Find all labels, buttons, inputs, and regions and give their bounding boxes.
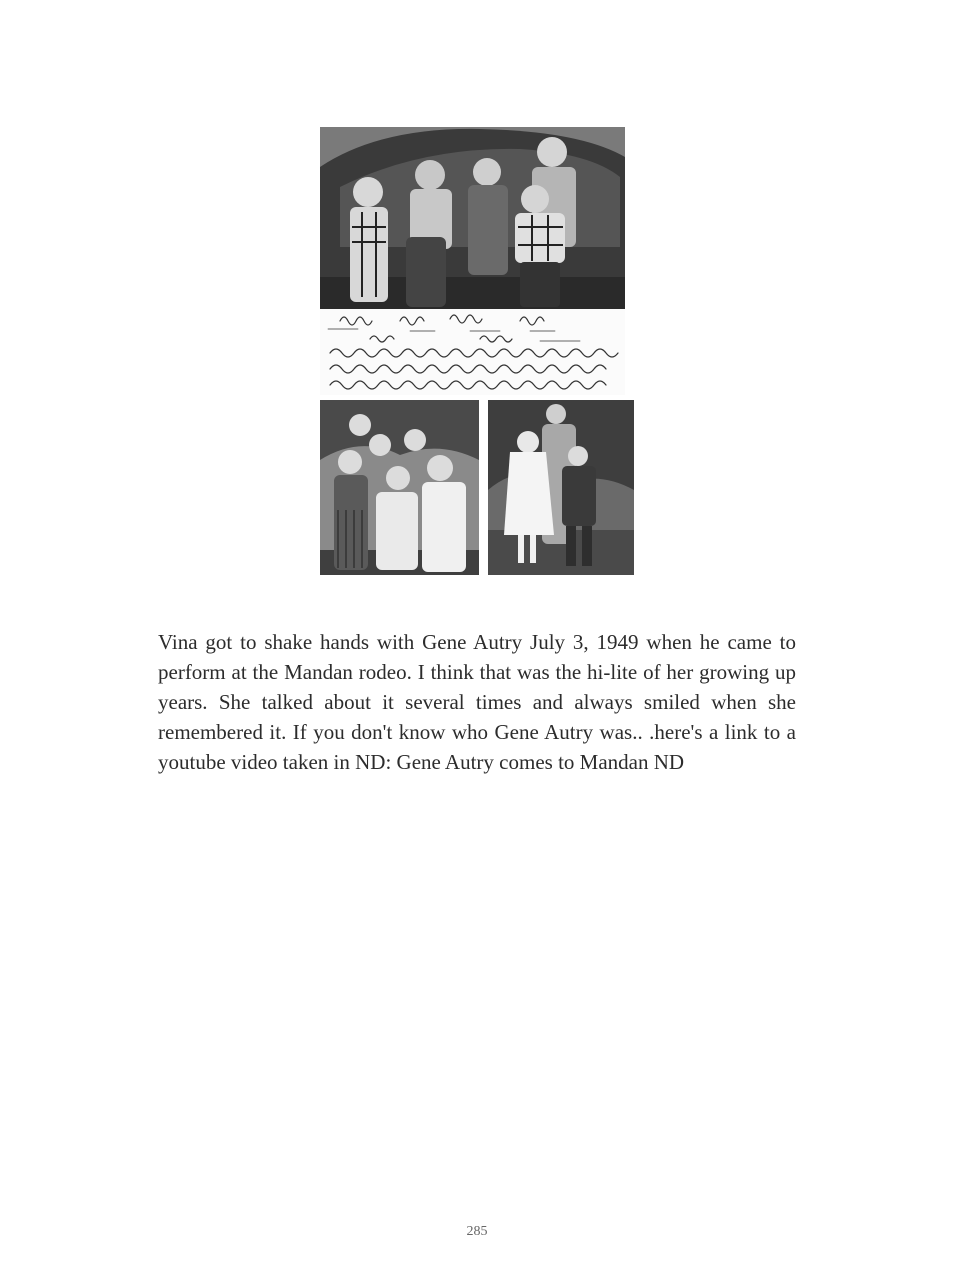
bottom-left-girls-photo [320, 400, 479, 575]
bottom-right-communion-photo [488, 400, 634, 575]
top-family-photo [320, 127, 625, 309]
top-photo-image [320, 127, 625, 309]
bottom-right-photo-image [488, 400, 634, 575]
body-paragraph: Vina got to shake hands with Gene Autry July 3, 1949 when he came to perform at the Mandan rodeo. I think that was the hi-lite of her growing up years. She talked about it several times and always smiled when she remembered it. If you don't know who Gene Autry was.. .here's a link to a youtube video taken in ND: Gene Autry comes to Mandan ND [158, 630, 796, 774]
handwritten-caption [320, 309, 625, 395]
page-number: 285 [466, 1224, 488, 1239]
bottom-left-photo-image [320, 400, 479, 575]
handwriting-image [320, 309, 625, 395]
